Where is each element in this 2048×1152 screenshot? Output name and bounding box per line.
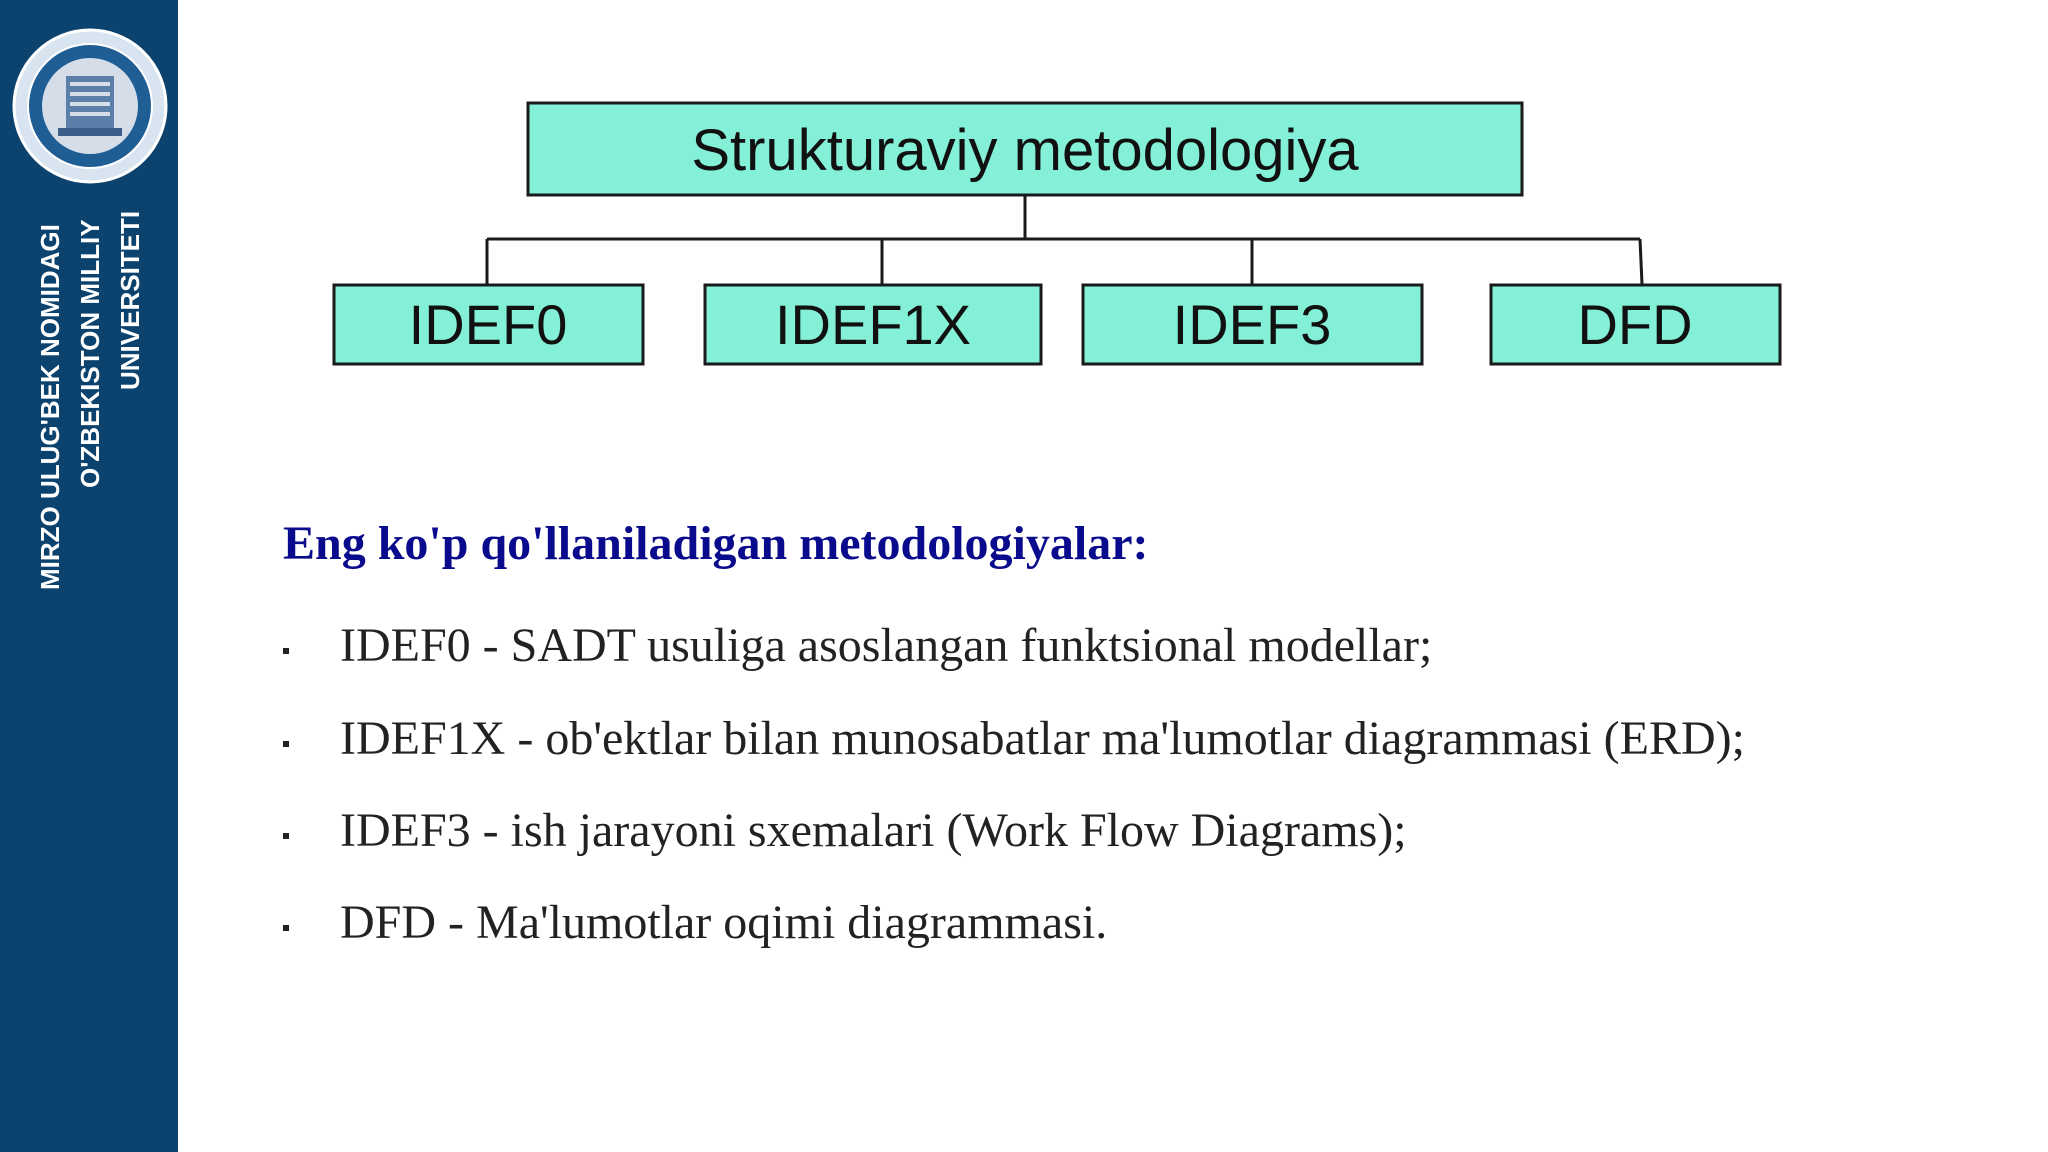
child-node-label: IDEF3 [1172,293,1332,356]
bullet-marker [283,925,289,931]
bullet-text: IDEF0 - SADT usuliga asoslangan funktsional modellar; [340,619,1433,672]
university-line-3: UNIVERSITETI [115,210,145,390]
bullet-text: DFD - Ma'lumotlar oqimi diagrammasi. [340,896,1108,949]
bullet-marker [283,648,289,654]
university-line-2: O'ZBEKISTON MILLIY [75,219,105,488]
root-node-label: Strukturaviy metodologiya [691,118,1359,183]
bullet-text: IDEF1X - ob'ektlar bilan munosabatlar ma'lumotlar diagrammasi (ERD); [340,712,1745,765]
child-node-label: IDEF1X [774,293,972,356]
bullet-marker [283,833,289,839]
university-line-1: MIRZO ULUG'BEK NOMIDAGI [35,224,65,590]
child-node-label: DFD [1577,293,1693,356]
bullet-text: IDEF3 - ish jarayoni sxemalari (Work Flow Diagrams); [340,804,1407,857]
bullet-marker [283,741,289,747]
child-node-label: IDEF0 [408,293,568,356]
methodologies-subtitle: Eng ko'p qo'llaniladigan metodologiyalar: [283,517,1149,570]
